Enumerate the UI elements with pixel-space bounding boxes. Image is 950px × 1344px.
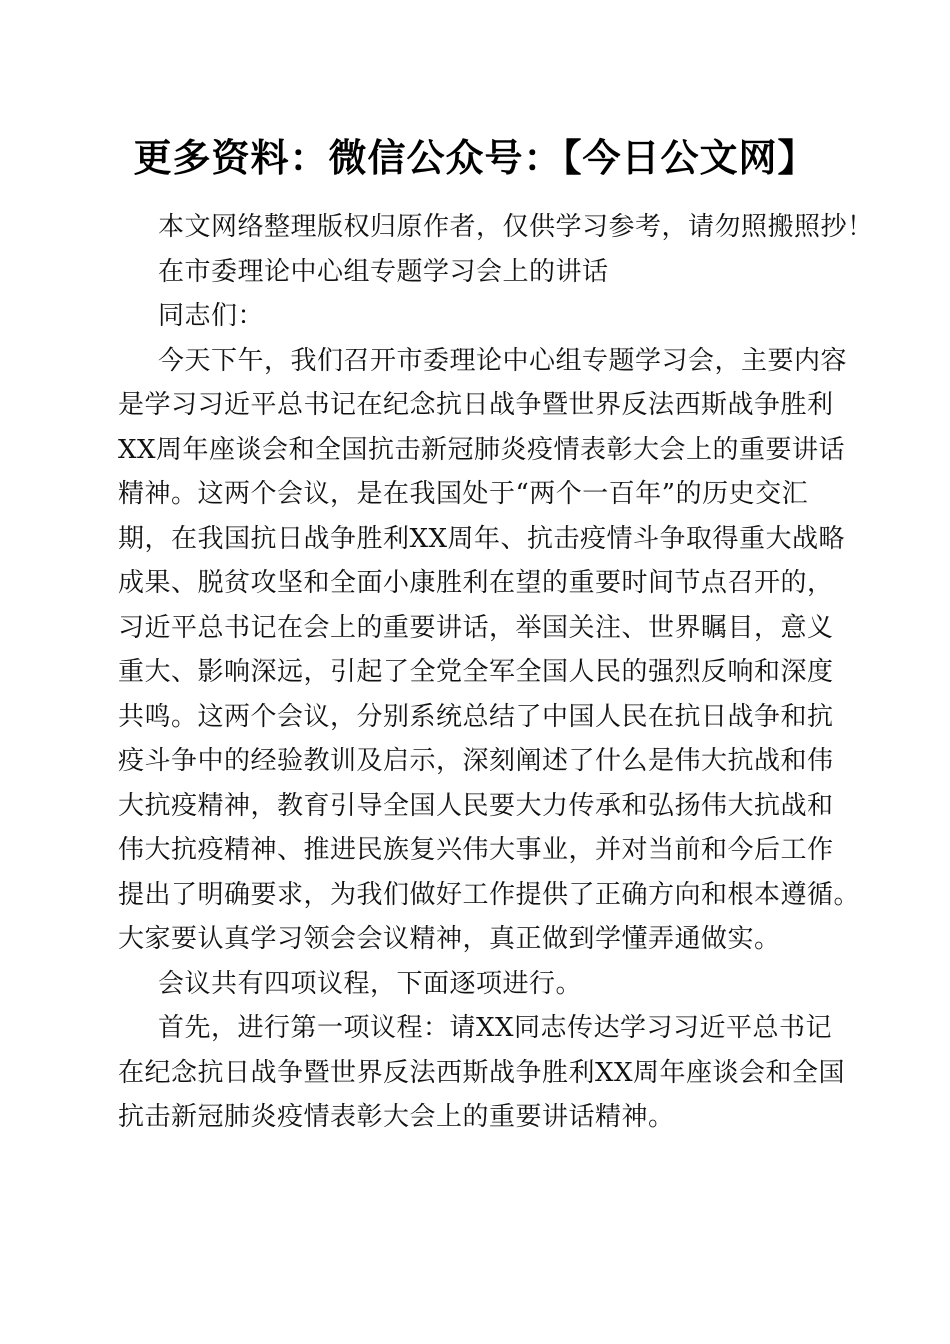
speech-title: 在市委理论中心组专题学习会上的讲话	[158, 256, 609, 287]
salutation: 同志们：	[158, 301, 265, 331]
paragraph-line: 精神。这两个会议，是在我国处于“两个一百年”的历史交汇	[118, 479, 809, 509]
paragraph-line: 提出了明确要求，为我们做好工作提供了正确方向和根本遵循。	[118, 879, 861, 910]
paragraph-line: 期，在我国抗日战争胜利XX周年、抗击疫情斗争取得重大战略	[118, 523, 846, 554]
paragraph-line: XX周年座谈会和全国抗击新冠肺炎疫情表彰大会上的重要讲话	[118, 434, 846, 465]
paragraph-line: 大抗疫精神，教育引导全国人民要大力传承和弘扬伟大抗战和	[118, 790, 834, 821]
document-body	[118, 205, 874, 1140]
paragraph-line: 疫斗争中的经验教训及启示，深刻阐述了什么是伟大抗战和伟	[118, 746, 834, 776]
paragraph-line: 在纪念抗日战争暨世界反法西斯战争胜利XX周年座谈会和全国	[118, 1057, 846, 1088]
paragraph-line: 伟大抗疫精神、推进民族复兴伟大事业，并对当前和今后工作	[118, 835, 834, 865]
paragraph-line: 是学习习近平总书记在纪念抗日战争暨世界反法西斯战争胜利	[118, 390, 834, 420]
page-title: 更多资料：微信公众号：【今日公文网】	[133, 135, 817, 180]
paragraph-line: 共鸣。这两个会议，分别系统总结了中国人民在抗日战争和抗	[118, 701, 834, 732]
paragraph-line: 大家要认真学习领会会议精神，真正做到学懂弄通做实。	[118, 924, 781, 954]
paragraph-line: 会议共有四项议程，下面逐项进行。	[158, 968, 583, 999]
paragraph-line: 抗击新冠肺炎疫情表彰大会上的重要讲话精神。	[118, 1102, 675, 1132]
paragraph-line: 今天下午，我们召开市委理论中心组专题学习会，主要内容	[158, 345, 848, 376]
paragraph-line: 习近平总书记在会上的重要讲话，举国关注、世界瞩目，意义	[118, 612, 834, 643]
paragraph-line: 重大、影响深远，引起了全党全军全国人民的强烈反响和深度	[118, 657, 834, 687]
paragraph-line: 成果、脱贫攻坚和全面小康胜利在望的重要时间节点召开的，	[118, 568, 834, 598]
paragraph-line: 首先，进行第一项议程：请XX同志传达学习习近平总书记	[158, 1013, 833, 1043]
copyright-notice: 本文网络整理版权归原作者，仅供学习参考，请勿照搬照抄！	[158, 212, 874, 242]
